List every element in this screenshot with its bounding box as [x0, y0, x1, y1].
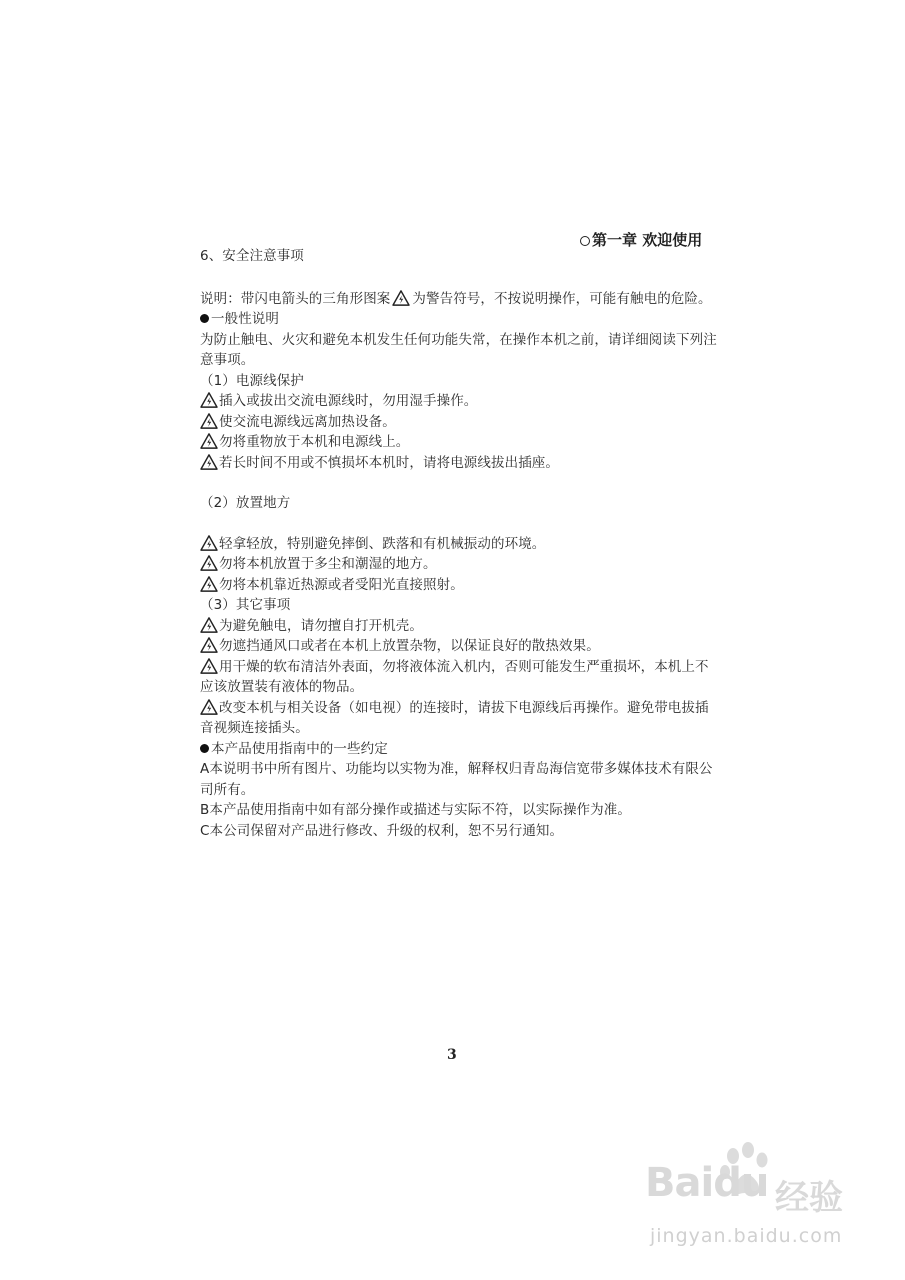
- watermark-url: jingyan.baidu.com: [650, 1225, 843, 1247]
- lightning-warning-icon: [200, 637, 218, 653]
- lightning-warning-icon: [392, 290, 410, 306]
- general-heading-text: 一般性说明: [211, 311, 279, 327]
- circle-icon: [580, 236, 590, 246]
- lightning-warning-icon: [200, 433, 218, 449]
- list-item-text: 改变本机与相关设备（如电视）的连接时，请拔下电源线后再操作。避免带电拔插音视频连接插头。: [200, 699, 709, 736]
- general-heading: [200, 309, 720, 330]
- conventions-heading: [200, 739, 720, 760]
- list-item: [200, 636, 720, 657]
- list-item-text: 勿将重物放于本机和电源线上。: [219, 434, 410, 450]
- list-item-text: 用干燥的软布清洁外表面，勿将液体流入机内，否则可能发生严重损坏，本机上不应该放置装有液体的物品。: [200, 658, 709, 695]
- lightning-warning-icon: [200, 658, 218, 674]
- section-title: 6、安全注意事项: [200, 248, 304, 264]
- other-heading: （3）其它事项: [200, 597, 291, 613]
- lightning-warning-icon: [200, 699, 218, 715]
- convention-item: A本说明书中所有图片、功能均以实物为准，解释权归青岛海信宽带多媒体技术有限公司所有。: [200, 761, 713, 798]
- conventions-heading-text: 本产品使用指南中的一些约定: [211, 740, 388, 757]
- list-item: [200, 575, 720, 596]
- page-number: 3: [447, 1047, 457, 1063]
- note-text-after: 为警告符号，不按说明操作，可能有触电的危险。: [412, 290, 712, 307]
- list-item: [200, 432, 720, 453]
- bullet-icon: [200, 314, 209, 323]
- lightning-warning-icon: [200, 413, 218, 429]
- list-item: [200, 657, 720, 698]
- lightning-warning-icon: [200, 555, 218, 571]
- list-item-text: 轻拿轻放，特别避免摔倒、跌落和有机械振动的环境。: [219, 535, 546, 552]
- bullet-icon: [200, 744, 209, 753]
- list-item: [200, 616, 720, 637]
- power-heading: （1）电源线保护: [200, 372, 304, 389]
- convention-item: B本产品使用指南中如有部分操作或描述与实际不符，以实际操作为准。: [200, 802, 631, 818]
- lightning-warning-icon: [200, 576, 218, 592]
- safety-section: [200, 246, 720, 841]
- baidu-watermark: [645, 1140, 865, 1270]
- note-text-before: 说明：带闪电箭头的三角形图案: [200, 290, 391, 307]
- warning-note: [200, 289, 720, 310]
- lightning-warning-icon: [200, 617, 218, 633]
- list-item-text: 插入或拔出交流电源线时，勿用湿手操作。: [219, 393, 478, 409]
- watermark-cn-text: 经验: [775, 1178, 843, 1218]
- lightning-warning-icon: [200, 454, 218, 470]
- watermark-logo-text: Baidu: [645, 1160, 769, 1206]
- list-item-text: 若长时间不用或不慎损坏本机时，请将电源线拔出插座。: [219, 454, 559, 471]
- convention-item: C本公司保留对产品进行修改、升级的权利，恕不另行通知。: [200, 822, 564, 839]
- placement-heading: （2）放置地方: [200, 495, 291, 511]
- list-item-text: 为避免触电，请勿擅自打开机壳。: [219, 617, 423, 634]
- lightning-warning-icon: [200, 535, 218, 551]
- list-item: [200, 453, 720, 474]
- list-item: [200, 412, 720, 433]
- list-item: [200, 698, 720, 739]
- chapter-title: 第一章 欢迎使用: [592, 231, 703, 249]
- list-item: [200, 554, 720, 575]
- list-item-text: 勿遮挡通风口或者在本机上放置杂物，以保证良好的散热效果。: [219, 638, 600, 654]
- list-item: [200, 391, 720, 412]
- list-item-text: 勿将本机靠近热源或者受阳光直接照射。: [219, 576, 464, 593]
- list-item-text: 勿将本机放置于多尘和潮湿的地方。: [219, 556, 437, 572]
- list-item-text: 使交流电源线远离加热设备。: [219, 413, 396, 430]
- general-text: 为防止触电、火灾和避免本机发生任何功能失常，在操作本机之前，请详细阅读下列注意事项。: [200, 331, 717, 368]
- list-item: [200, 534, 720, 555]
- lightning-warning-icon: [200, 392, 218, 408]
